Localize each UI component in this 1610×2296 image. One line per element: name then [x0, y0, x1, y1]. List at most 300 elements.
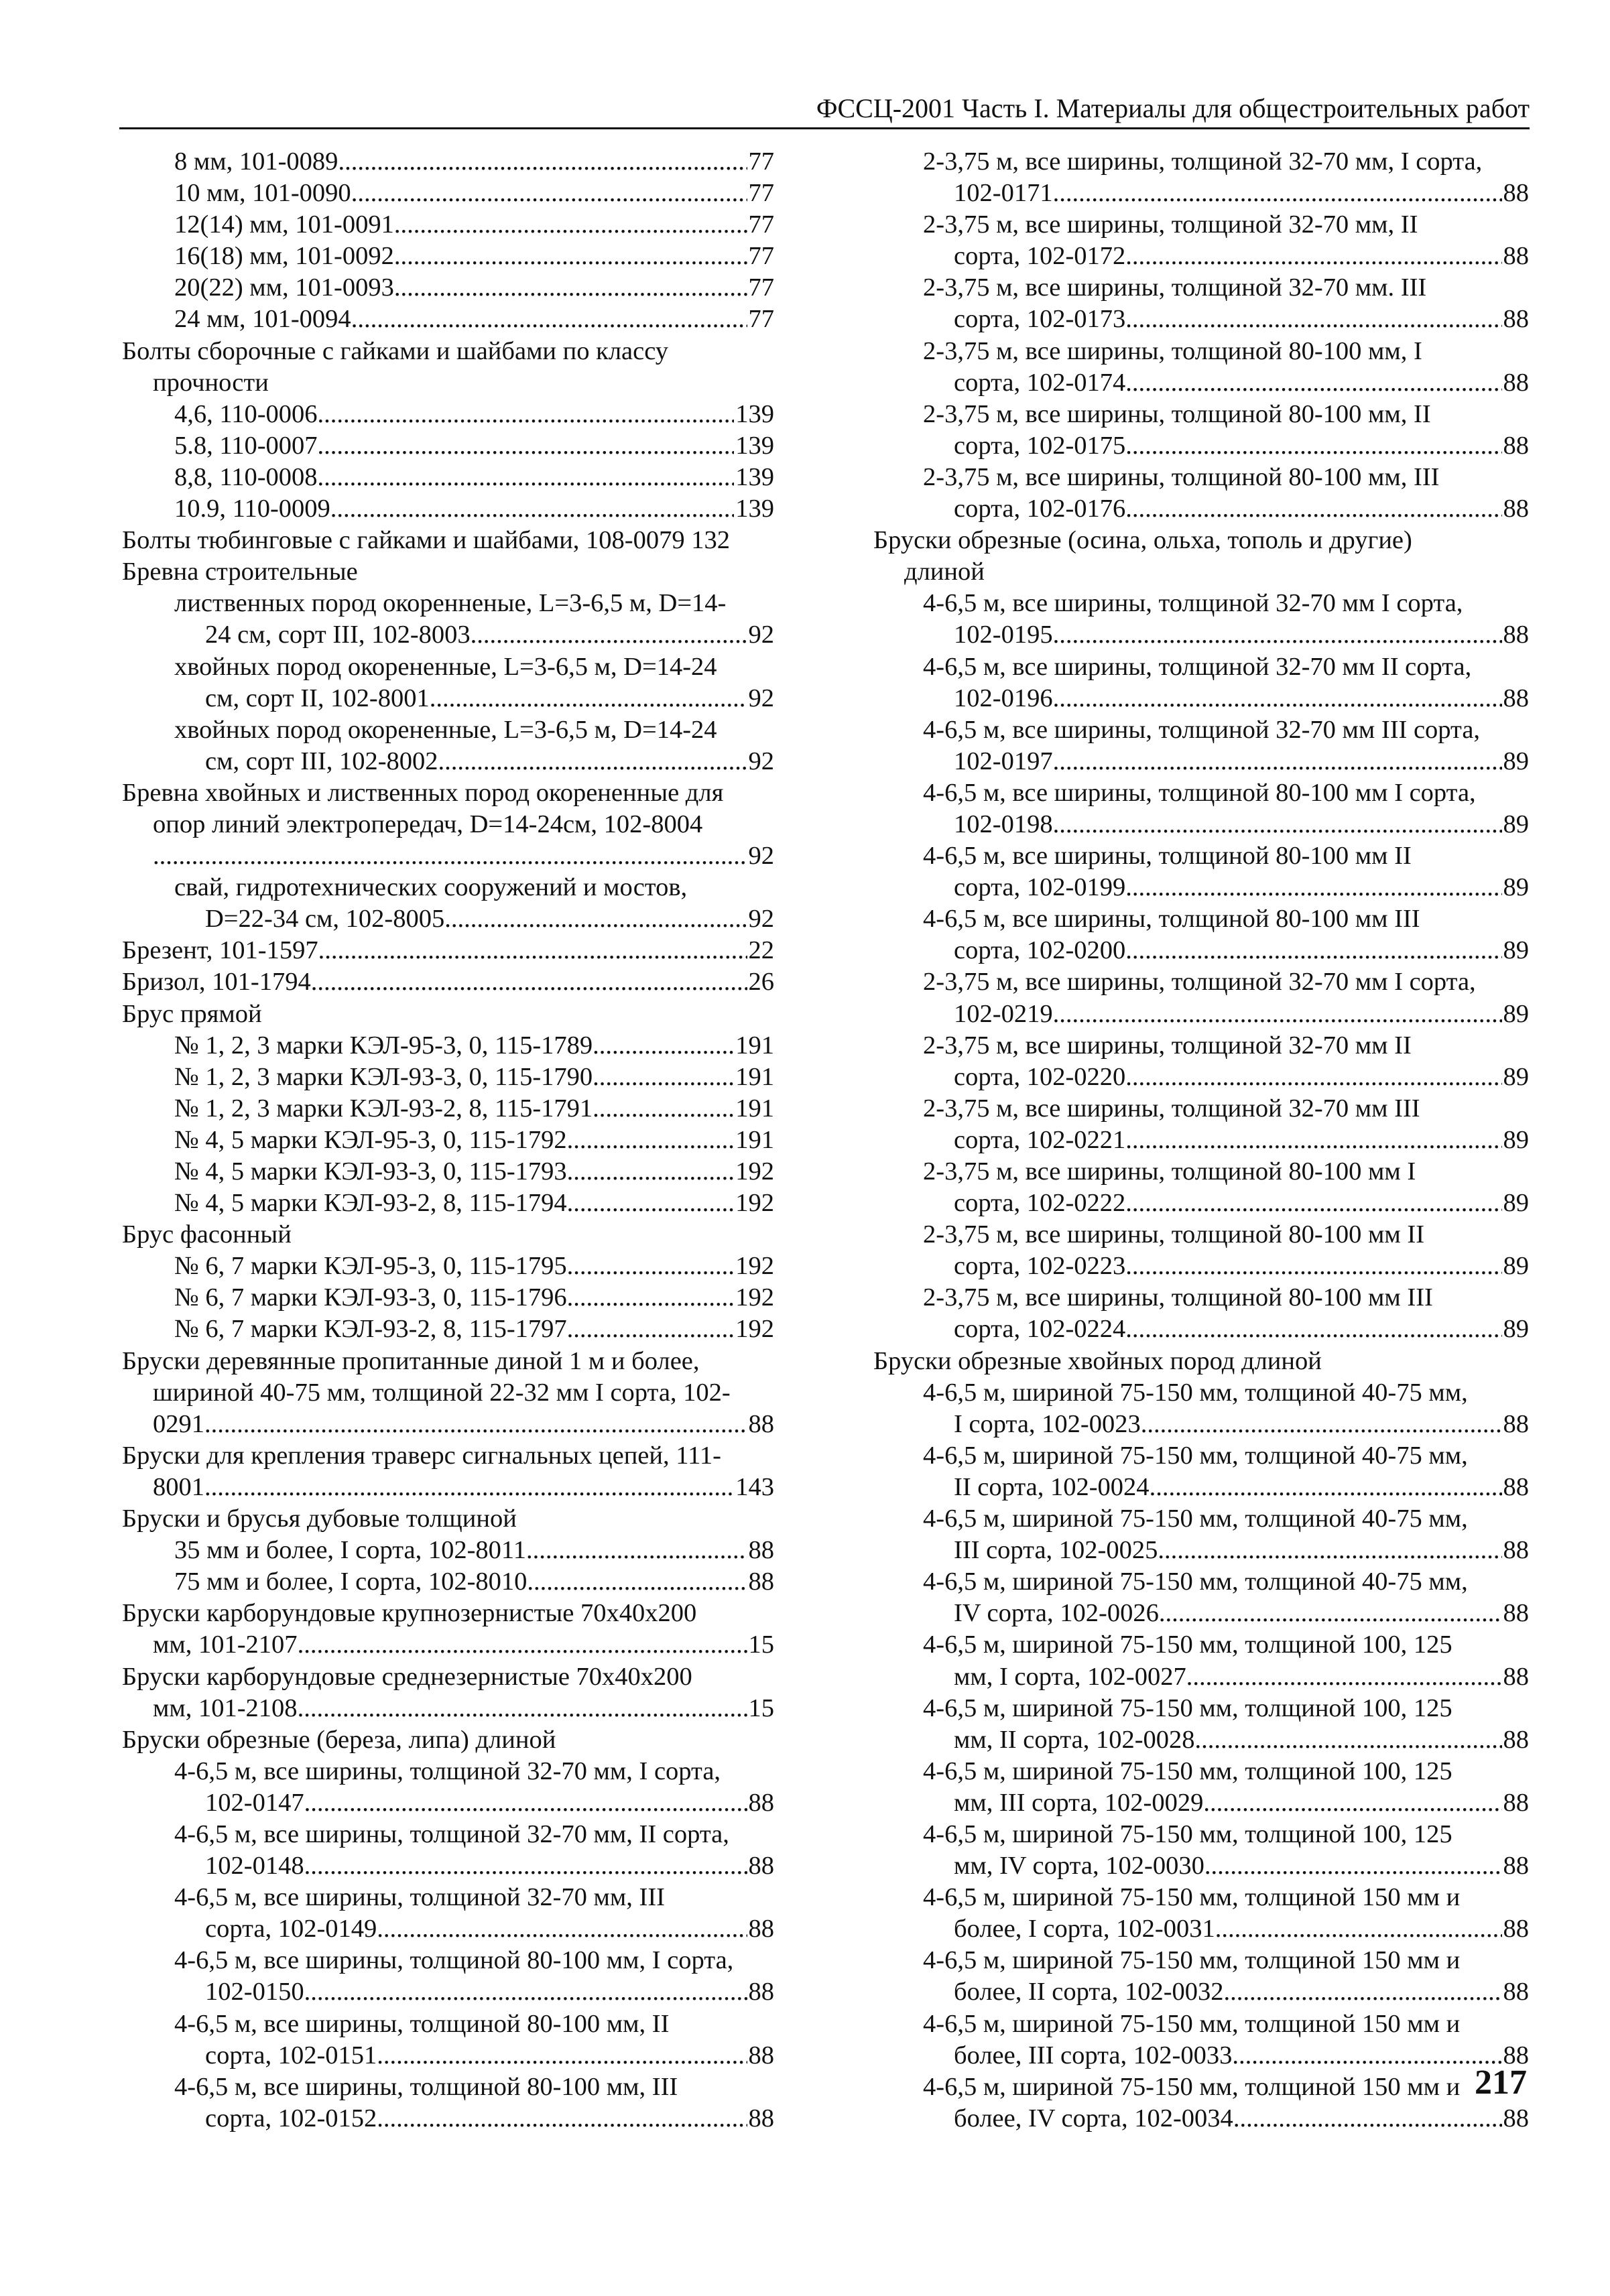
entry-text: сорта, 102-0172 — [954, 242, 1126, 271]
index-entry — [122, 493, 774, 525]
entry-text: см, сорт II, 102-8001 — [205, 684, 430, 712]
entry-text: 10 мм, 101-0090 — [174, 179, 351, 208]
entry-line — [122, 1535, 774, 1566]
index-entry — [873, 1440, 1529, 1503]
entry-page-ref: 89 — [1503, 1189, 1529, 1218]
index-entry — [873, 209, 1529, 272]
dot-leader — [567, 1125, 735, 1156]
entry-text: мм, III сорта, 102-0029 — [954, 1788, 1204, 1817]
entry-line — [122, 493, 774, 525]
entry-page-ref: 88 — [1503, 368, 1529, 397]
entry-text: Брус прямой — [122, 999, 262, 1028]
dot-leader — [1158, 1535, 1501, 1566]
index-entry — [122, 1440, 774, 1503]
dot-leader — [377, 2103, 747, 2134]
entry-text: 2-3,75 м, все ширины, толщиной 32-70 мм, II — [923, 210, 1418, 239]
entry-line — [873, 1062, 1529, 1093]
entry-text: опор линий электропередач, D=14-24см, 102-8004 — [153, 810, 703, 838]
dot-leader — [1150, 1472, 1502, 1503]
index-entry — [122, 1661, 774, 1724]
dot-leader — [1125, 304, 1501, 335]
entry-line — [122, 462, 774, 493]
entry-line — [122, 241, 774, 272]
entry-text: сорта, 102-0223 — [954, 1252, 1126, 1281]
dot-leader — [204, 1472, 734, 1503]
entry-line — [873, 651, 1529, 683]
entry-text: Бруски обрезные (осина, ольха, тополь и другие) — [873, 526, 1412, 555]
index-entry — [873, 1693, 1529, 1756]
dot-leader — [1053, 809, 1502, 840]
entry-text: 4-6,5 м, все ширины, толщиной 80-100 мм, III — [174, 2072, 678, 2101]
entry-line — [122, 146, 774, 178]
index-entry — [873, 714, 1529, 777]
entry-line — [122, 1693, 774, 1724]
entry-line — [873, 336, 1529, 367]
entry-text: 20(22) мм, 101-0093 — [174, 273, 394, 302]
entry-line — [873, 1282, 1529, 1314]
entry-page-ref: 191 — [735, 1094, 774, 1123]
entry-line — [122, 683, 774, 714]
dot-leader — [204, 1409, 747, 1440]
entry-text: 2-3,75 м, все ширины, толщиной 32-70 мм I сорта, — [923, 968, 1476, 997]
entry-line — [873, 146, 1529, 178]
dot-leader — [304, 1787, 747, 1819]
dot-leader — [471, 619, 747, 651]
entry-text: 35 мм и более, I сорта, 102-8011 — [174, 1536, 526, 1565]
entry-text: мм, II сорта, 102-0028 — [954, 1725, 1195, 1754]
entry-page-ref: 88 — [1503, 621, 1529, 649]
entry-text: № 1, 2, 3 марки КЭЛ-95-3, 0, 115-1789 — [174, 1031, 593, 1060]
entry-text: № 6, 7 марки КЭЛ-93-2, 8, 115-1797 — [174, 1315, 567, 1344]
entry-page-ref: 26 — [748, 968, 774, 997]
dot-leader — [1053, 178, 1502, 209]
entry-line — [122, 399, 774, 430]
dot-leader — [298, 1693, 747, 1724]
entry-text: сорта, 102-0199 — [954, 873, 1126, 902]
entry-line — [873, 588, 1529, 619]
entry-text: 102-0195 — [954, 621, 1053, 649]
entry-line — [122, 1850, 774, 1882]
entry-text: 2-3,75 м, все ширины, толщиной 32-70 мм II — [923, 1031, 1412, 1060]
entry-line — [122, 1314, 774, 1345]
dot-leader — [1203, 1787, 1501, 1819]
entry-page-ref: 88 — [1503, 179, 1529, 208]
index-entry — [873, 2071, 1529, 2134]
index-entry — [873, 146, 1529, 209]
dot-leader — [153, 840, 747, 872]
entry-line — [873, 2103, 1529, 2134]
entry-page-ref: 191 — [735, 1031, 774, 1060]
dot-leader — [593, 1093, 734, 1125]
entry-line — [873, 1756, 1529, 1787]
index-entry — [873, 1093, 1529, 1156]
entry-page-ref: 192 — [735, 1283, 774, 1312]
entry-page-ref: 88 — [1503, 1472, 1529, 1501]
index-entry — [122, 241, 774, 272]
index-entry — [122, 209, 774, 241]
dot-leader — [338, 146, 747, 178]
entry-text: сорта, 102-0176 — [954, 495, 1126, 523]
entry-page-ref: 92 — [748, 842, 774, 871]
entry-page-ref: 88 — [1503, 305, 1529, 334]
entry-page-ref: 88 — [1503, 1978, 1529, 2006]
entry-page-ref: 88 — [1503, 2104, 1529, 2132]
index-entry — [122, 1566, 774, 1598]
entry-text: свай, гидротехнических сооружений и мостов, — [174, 873, 688, 902]
entry-page-ref: 192 — [735, 1189, 774, 1218]
entry-text: 12(14) мм, 101-0091 — [174, 210, 394, 239]
entry-page-ref: 88 — [748, 1915, 774, 1943]
page-number: 217 — [1475, 2063, 1527, 2102]
entry-line — [122, 1756, 774, 1787]
entry-line — [122, 1125, 774, 1156]
entry-page-ref: 88 — [1503, 1662, 1529, 1691]
entry-text: 4-6,5 м, шириной 75-150 мм, толщиной 150 мм и — [923, 2072, 1461, 2101]
dot-leader — [1159, 1598, 1502, 1629]
entry-line — [873, 1882, 1529, 1913]
entry-page-ref: 88 — [1503, 1409, 1529, 1438]
entry-line — [122, 209, 774, 241]
dot-leader — [377, 2040, 747, 2071]
entry-text: № 1, 2, 3 марки КЭЛ-93-3, 0, 115-1790 — [174, 1062, 593, 1091]
index-entry — [122, 999, 774, 1030]
entry-line — [873, 1156, 1529, 1188]
entry-line — [873, 1125, 1529, 1156]
entry-text: 4-6,5 м, все ширины, толщиной 32-70 мм, II сорта, — [174, 1820, 729, 1848]
index-entry — [122, 1882, 774, 1945]
dot-leader — [1125, 1188, 1501, 1219]
index-entry — [873, 1030, 1529, 1093]
entry-line — [873, 1219, 1529, 1251]
index-entry — [873, 1346, 1529, 1377]
entry-line — [122, 1346, 774, 1377]
entry-line — [873, 272, 1529, 304]
entry-line — [122, 1188, 774, 1219]
index-entry — [122, 1062, 774, 1093]
entry-text: Брус фасонный — [122, 1220, 292, 1249]
index-entry — [122, 777, 774, 872]
entry-line — [873, 935, 1529, 966]
entry-line — [873, 1346, 1529, 1377]
dot-leader — [1053, 999, 1502, 1030]
index-entry — [122, 178, 774, 209]
entry-text: хвойных пород окорененные, L=3-6,5 м, D=14-24 — [174, 715, 717, 744]
entry-page-ref: 89 — [1503, 999, 1529, 1028]
entry-line — [122, 525, 774, 556]
dot-leader — [1125, 1314, 1501, 1345]
entry-text: 2-3,75 м, все ширины, толщиной 32-70 мм III — [923, 1094, 1420, 1123]
entry-page-ref: 88 — [748, 2041, 774, 2069]
index-entry — [873, 1819, 1529, 1882]
dot-leader — [593, 1030, 734, 1062]
entry-text: 2-3,75 м, все ширины, толщиной 80-100 мм II — [923, 1220, 1425, 1249]
index-entry — [122, 1219, 774, 1251]
entry-line — [122, 746, 774, 777]
index-entry — [873, 1945, 1529, 2008]
entry-text: 4-6,5 м, шириной 75-150 мм, толщиной 100, 125 — [923, 1694, 1452, 1722]
entry-text: 4-6,5 м, шириной 75-150 мм, толщиной 150 мм и — [923, 1883, 1461, 1912]
entry-text: 4-6,5 м, шириной 75-150 мм, толщиной 100, 125 — [923, 1631, 1452, 1659]
entry-line — [122, 1882, 774, 1913]
index-entry — [873, 1882, 1529, 1945]
entry-page-ref: 88 — [1503, 242, 1529, 271]
entry-line — [873, 1251, 1529, 1282]
entry-line — [122, 1440, 774, 1472]
dot-leader — [311, 966, 747, 998]
entry-text: Бруски карборундовые среднезернистые 70x40x200 — [122, 1662, 692, 1691]
entry-line — [873, 1724, 1529, 1756]
entry-page-ref: 143 — [735, 1472, 774, 1501]
entry-text: 10.9, 110-0009 — [174, 495, 330, 523]
entry-page-ref: 88 — [1503, 1915, 1529, 1943]
running-header — [119, 91, 1530, 129]
entry-page-ref: 88 — [1503, 1725, 1529, 1754]
entry-line — [122, 588, 774, 619]
entry-line — [873, 462, 1529, 493]
index-entry — [873, 336, 1529, 399]
entry-page-ref: 191 — [735, 1125, 774, 1154]
index-entry — [122, 1756, 774, 1819]
entry-text: 102-0147 — [205, 1788, 304, 1817]
dot-leader — [394, 209, 747, 241]
index-entry — [873, 272, 1529, 335]
entry-text: 5.8, 110-0007 — [174, 431, 318, 460]
entry-page-ref: 139 — [735, 462, 774, 491]
entry-line — [873, 2071, 1529, 2103]
entry-text: Бруски для крепления траверс сигнальных цепей, 111- — [122, 1441, 721, 1470]
entry-text: 4-6,5 м, шириной 75-150 мм, толщиной 40-75 мм, — [923, 1505, 1468, 1533]
entry-text: 102-0196 — [954, 684, 1053, 712]
entry-line — [122, 966, 774, 998]
entry-line — [122, 2008, 774, 2040]
index-entry — [873, 966, 1529, 1029]
entry-line — [873, 1945, 1529, 1976]
entry-text: сорта, 102-0220 — [954, 1062, 1126, 1091]
entry-text: длиной — [904, 558, 985, 586]
entry-page-ref: 88 — [748, 1536, 774, 1565]
entry-page-ref: 192 — [735, 1315, 774, 1344]
dot-leader — [1125, 1062, 1501, 1093]
entry-page-ref: 88 — [748, 1788, 774, 1817]
dot-leader — [430, 683, 747, 714]
entry-text: Бруски и брусья дубовые толщиной — [122, 1505, 517, 1533]
entry-line — [122, 1219, 774, 1251]
entry-line — [122, 935, 774, 966]
entry-line — [873, 714, 1529, 746]
dot-leader — [304, 1850, 747, 1882]
entry-text: более, I сорта, 102-0031 — [954, 1915, 1215, 1943]
index-entry — [122, 1598, 774, 1661]
index-entry — [873, 399, 1529, 462]
entry-line — [873, 556, 1529, 588]
entry-text: более, II сорта, 102-0032 — [954, 1978, 1224, 2006]
entry-text: Бруски карборундовые крупнозернистые 70x40x200 — [122, 1599, 697, 1628]
entry-text: 8 мм, 101-0089 — [174, 147, 338, 176]
entry-text: 4,6, 110-0006 — [174, 399, 318, 428]
entry-page-ref: 192 — [735, 1157, 774, 1186]
entry-text: сорта, 102-0149 — [205, 1915, 377, 1943]
entry-text: сорта, 102-0152 — [205, 2104, 377, 2132]
entry-line — [873, 399, 1529, 430]
index-entry — [122, 1314, 774, 1345]
entry-page-ref: 139 — [735, 431, 774, 460]
entry-line — [873, 999, 1529, 1030]
entry-line — [873, 430, 1529, 462]
entry-text: № 4, 5 марки КЭЛ-95-3, 0, 115-1792 — [174, 1125, 567, 1154]
entry-text: 2-3,75 м, все ширины, толщиной 80-100 мм, I — [923, 336, 1422, 365]
entry-line — [873, 209, 1529, 241]
entry-text: 4-6,5 м, шириной 75-150 мм, толщиной 40-75 мм, — [923, 1568, 1468, 1596]
entry-line — [122, 1251, 774, 1282]
entry-text: 102-0171 — [954, 179, 1053, 208]
index-entry — [122, 1945, 774, 2008]
entry-text: Болты сборочные с гайками и шайбами по классу — [122, 336, 669, 365]
entry-page-ref: 77 — [748, 305, 774, 334]
index-entry — [122, 714, 774, 777]
entry-page-ref: 88 — [1503, 1536, 1529, 1565]
entry-text: 2-3,75 м, все ширины, толщиной 32-70 мм, I сорта, — [923, 147, 1483, 176]
entry-text: сорта, 102-0224 — [954, 1315, 1126, 1344]
entry-line — [873, 1440, 1529, 1472]
entry-text: Бруски обрезные хвойных пород длиной — [873, 1346, 1322, 1375]
entry-text: 16(18) мм, 101-0092 — [174, 242, 394, 271]
entry-page-ref: 88 — [748, 1852, 774, 1880]
dot-leader — [318, 399, 735, 430]
entry-page-ref: 92 — [748, 747, 774, 775]
entry-text: 4-6,5 м, шириной 75-150 мм, толщиной 150 мм и — [923, 1946, 1461, 1975]
entry-text: Бревна строительные — [122, 558, 358, 586]
dot-leader — [377, 1913, 747, 1945]
entry-line — [122, 872, 774, 903]
dot-leader — [318, 462, 735, 493]
entry-text: № 1, 2, 3 марки КЭЛ-93-2, 8, 115-1791 — [174, 1094, 593, 1123]
entry-line — [122, 178, 774, 209]
entry-line — [873, 1819, 1529, 1850]
entry-text: более, III сорта, 102-0033 — [954, 2041, 1233, 2069]
entry-text: сорта, 102-0221 — [954, 1125, 1126, 1154]
entry-line — [122, 777, 774, 809]
dot-leader — [1125, 935, 1501, 966]
entry-line — [122, 2071, 774, 2103]
entry-page-ref: 77 — [748, 242, 774, 271]
dot-leader — [1186, 1661, 1502, 1693]
dot-leader — [438, 746, 747, 777]
dot-leader — [1125, 1251, 1501, 1282]
dot-leader — [1053, 619, 1502, 651]
dot-leader — [527, 1566, 747, 1598]
dot-leader — [567, 1188, 735, 1219]
entry-line — [122, 1156, 774, 1188]
entry-line — [122, 1566, 774, 1598]
dot-leader — [567, 1282, 735, 1314]
entry-line — [122, 304, 774, 335]
dot-leader — [1215, 1913, 1502, 1945]
index-entry — [122, 2071, 774, 2134]
index-entry — [873, 1503, 1529, 1566]
entry-text: 8,8, 110-0008 — [174, 462, 318, 491]
entry-text: 102-0150 — [205, 1978, 304, 2006]
entry-page-ref: 139 — [735, 495, 774, 523]
index-entry — [122, 430, 774, 462]
entry-text: D=22-34 см, 102-8005 — [205, 905, 445, 934]
entry-text: лиственных пород окоренненые, L=3-6,5 м, D=14- — [174, 589, 727, 618]
entry-text: Болты тюбинговые с гайками и шайбами, 108-0079 132 — [122, 526, 731, 555]
entry-line — [873, 1409, 1529, 1440]
entry-line — [873, 809, 1529, 840]
entry-text: мм, IV сорта, 102-0030 — [954, 1852, 1204, 1880]
entry-page-ref: 89 — [1503, 810, 1529, 838]
entry-page-ref: 88 — [1503, 1788, 1529, 1817]
entry-text: 4-6,5 м, все ширины, толщиной 32-70 мм, III — [174, 1883, 665, 1912]
index-entry — [873, 777, 1529, 840]
entry-text: Бруски деревянные пропитанные диной 1 м и более, — [122, 1346, 700, 1375]
entry-text: 2-3,75 м, все ширины, толщиной 32-70 мм. III — [923, 273, 1427, 302]
index-entry — [122, 1030, 774, 1062]
index-entry — [122, 935, 774, 966]
entry-line — [122, 1661, 774, 1693]
entry-line — [873, 1976, 1529, 2008]
entry-line — [122, 840, 774, 872]
dot-leader — [1125, 1125, 1501, 1156]
entry-line — [122, 809, 774, 840]
entry-page-ref: 77 — [748, 273, 774, 302]
entry-page-ref: 139 — [735, 399, 774, 428]
index-entry — [122, 1282, 774, 1314]
entry-line — [122, 1945, 774, 1976]
entry-line — [122, 336, 774, 367]
index-entry — [873, 525, 1529, 588]
entry-line — [873, 1377, 1529, 1409]
index-entry — [122, 304, 774, 335]
entry-line — [122, 999, 774, 1030]
entry-text: 102-0219 — [954, 999, 1053, 1028]
entry-line — [873, 1629, 1529, 1661]
dot-leader — [567, 1251, 735, 1282]
entry-line — [873, 872, 1529, 903]
index-column-right — [873, 146, 1529, 2134]
index-entry — [122, 966, 774, 998]
index-entry — [122, 462, 774, 493]
index-entry — [122, 1093, 774, 1125]
entry-page-ref: 89 — [1503, 873, 1529, 902]
entry-line — [873, 1661, 1529, 1693]
entry-text: сорта, 102-0175 — [954, 431, 1126, 460]
dot-leader — [394, 241, 747, 272]
index-entry — [122, 1188, 774, 1219]
dot-leader — [1125, 493, 1501, 525]
index-entry — [122, 1535, 774, 1566]
entry-line — [122, 1724, 774, 1756]
entry-line — [873, 241, 1529, 272]
entry-text: 4-6,5 м, все ширины, толщиной 80-100 мм III — [923, 905, 1420, 934]
index-entry — [122, 1346, 774, 1440]
dot-leader — [351, 304, 747, 335]
entry-text: сорта, 102-0222 — [954, 1189, 1126, 1218]
index-entry — [122, 1724, 774, 1756]
index-entry — [873, 1566, 1529, 1629]
entry-text: 4-6,5 м, шириной 75-150 мм, толщиной 40-75 мм, — [923, 1441, 1468, 1470]
dot-leader — [318, 935, 747, 966]
entry-page-ref: 89 — [1503, 747, 1529, 775]
entry-text: 4-6,5 м, все ширины, толщиной 80-100 мм I сорта, — [923, 778, 1476, 807]
index-entry — [873, 588, 1529, 651]
entry-page-ref: 89 — [1503, 1315, 1529, 1344]
dot-leader — [1125, 430, 1501, 462]
entry-line — [122, 1503, 774, 1535]
entry-page-ref: 192 — [735, 1252, 774, 1281]
entry-text: мм, I сорта, 102-0027 — [954, 1662, 1186, 1691]
dot-leader — [1204, 1850, 1502, 1882]
